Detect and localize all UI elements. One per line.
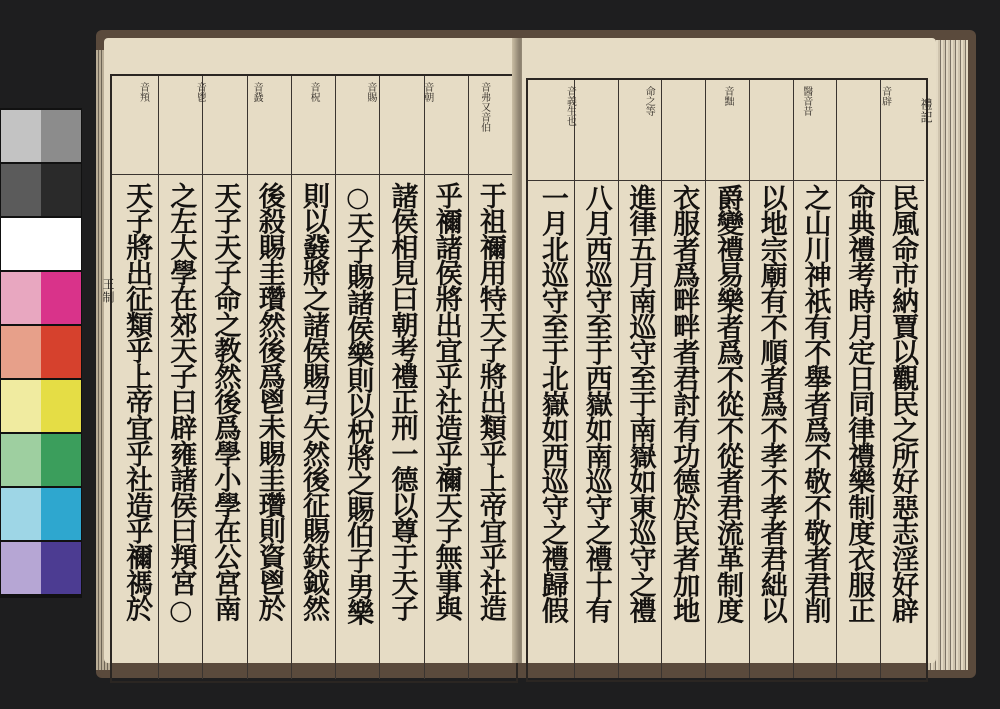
- column-rule: [836, 80, 837, 678]
- left-edge-label: 王制: [101, 278, 115, 304]
- annotation-note: 音鼗: [251, 82, 263, 102]
- annotation-note: 音辟: [879, 86, 891, 106]
- calibration-swatch: [41, 110, 81, 162]
- column-rule: [335, 76, 336, 679]
- left-page: [101, 38, 518, 663]
- calibration-swatch: [1, 110, 41, 162]
- text-column: 則以鼗將之諸侯賜弓矢然後征賜鈇鉞然: [298, 182, 329, 621]
- annotation-note: 音賜: [364, 82, 376, 102]
- text-column: ○天子賜諸侯樂則以柷將之賜伯子男樂: [342, 182, 374, 625]
- text-column: 天子將出征類乎上帝宜乎社造乎禰禡於: [121, 182, 153, 621]
- text-column: 爵變禮易樂者爲不從不從者君流革制度: [712, 184, 743, 623]
- column-rule: [574, 80, 575, 678]
- annotation-note: 音弗又音伯: [478, 82, 490, 132]
- annotation-note: 音柷: [308, 82, 319, 102]
- text-column: 于祖禰用特天子將出類乎上帝宜乎社造: [474, 182, 506, 621]
- calibration-swatch: [41, 434, 81, 486]
- annotation-note: 音朝: [421, 82, 433, 102]
- column-rule: [749, 80, 750, 678]
- text-column: 諸侯相見曰朝考禮正刑一德以尊于天子: [386, 182, 418, 621]
- text-column: 天子天子命之教然後爲學小學在公宮南: [209, 182, 241, 621]
- calibration-swatch: [41, 380, 81, 432]
- calibration-swatch: [1, 488, 41, 540]
- calibration-swatch: [1, 542, 41, 594]
- calibration-swatch: [41, 488, 81, 540]
- annotation-note: 醫音昔: [800, 86, 812, 116]
- right-page: [522, 38, 936, 663]
- calibration-swatch: [41, 272, 81, 324]
- column-rule: [379, 76, 380, 679]
- color-calibration-strip: [0, 108, 82, 598]
- calibration-swatch: [1, 164, 41, 216]
- calibration-swatch: [41, 218, 81, 270]
- calibration-swatch: [1, 434, 41, 486]
- column-rule: [247, 76, 248, 679]
- text-column: 進律五月南巡守至于南嶽如東巡守之禮: [624, 184, 656, 623]
- annotation-note: 音頖: [137, 82, 149, 102]
- column-rule: [202, 76, 203, 679]
- column-rule: [468, 76, 469, 679]
- column-rule: [618, 80, 619, 678]
- text-column: 以地宗廟有不順者爲不孝不孝者君絀以: [755, 184, 787, 623]
- column-rule: [880, 80, 881, 678]
- text-column: 民風命市納賈以觀民之所好惡志淫好辟: [887, 184, 919, 623]
- column-rule: [705, 80, 706, 678]
- annotation-note: 音義生也: [564, 86, 576, 126]
- calibration-swatch: [41, 542, 81, 594]
- right-edge-label: 禮記: [919, 98, 933, 124]
- text-column: 一月北巡守至于北嶽如西巡守之禮歸假: [536, 184, 568, 623]
- column-rule: [424, 76, 425, 679]
- calibration-swatch: [41, 326, 81, 378]
- text-column: 之左大學在郊天子曰辟雍諸侯曰頖宮○: [165, 182, 197, 625]
- calibration-swatch: [41, 164, 81, 216]
- calibration-swatch: [1, 326, 41, 378]
- text-column: 八月西巡守至于西嶽如南巡守之禮十有: [580, 184, 612, 623]
- text-column: 衣服者爲畔畔者君討有功德於民者加地: [668, 184, 700, 623]
- text-column: 後殺賜圭瓚然後爲鬯未賜圭瓚則資鬯於: [253, 182, 285, 621]
- annotation-note: 音黜: [722, 86, 733, 106]
- column-rule: [661, 80, 662, 678]
- annotation-note: 音鬯: [194, 82, 206, 102]
- column-rule: [158, 76, 159, 679]
- column-rule: [291, 76, 292, 679]
- calibration-swatch: [1, 218, 41, 270]
- calibration-swatch: [1, 272, 41, 324]
- text-column: 乎禰諸侯將出宜乎社造乎禰天子無事與: [430, 182, 462, 621]
- text-column: 命典禮考時月定日同律禮樂制度衣服正: [843, 184, 875, 623]
- text-column: 之山川神祇有不舉者爲不敬不敬者君削: [799, 184, 831, 623]
- column-rule: [793, 80, 794, 678]
- calibration-swatch: [1, 380, 41, 432]
- annotation-note: 命之等: [643, 86, 655, 116]
